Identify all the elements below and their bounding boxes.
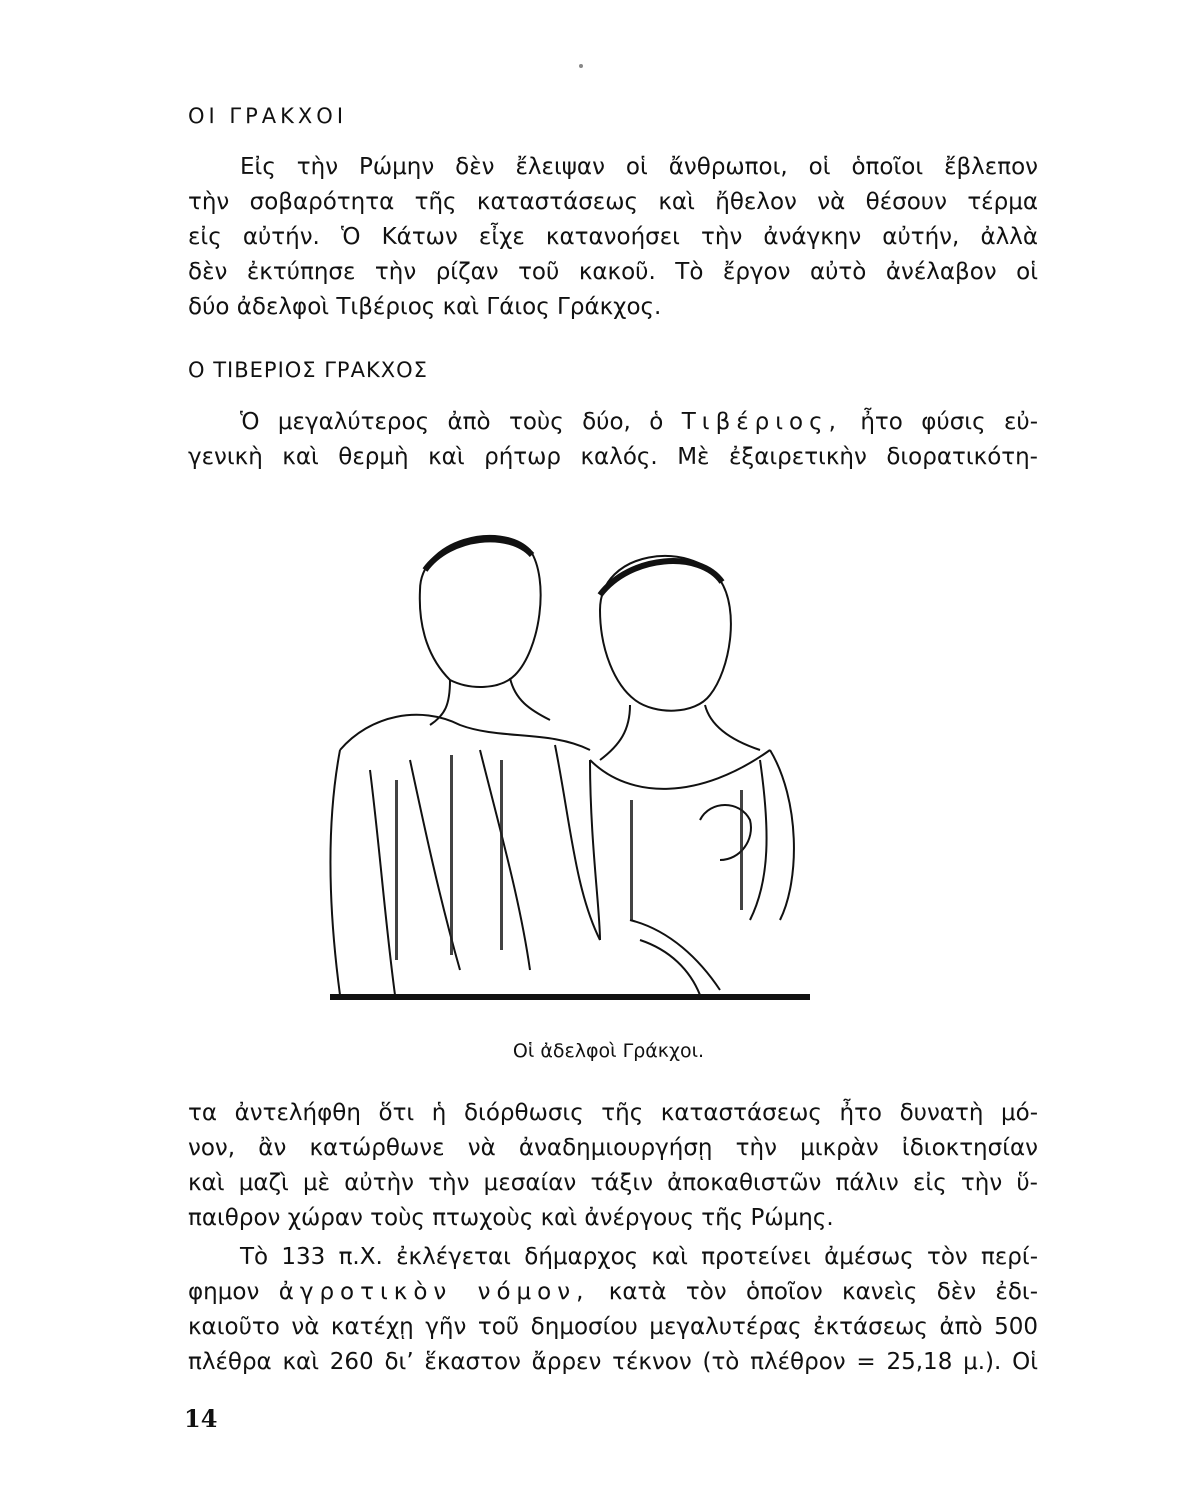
text-line [188,1275,1038,1309]
page-number: 14 [184,1404,218,1433]
section-heading-tiberius: Ο ΤΙΒΕΡΙΟΣ ΓΡΑΚΧΟΣ [188,358,428,382]
text-line: Εἰς τὴν Ρώμην δὲν ἔλειψαν οἱ ἄνθρωποι, οἱ ὁποῖοι ἔβλεπον [240,154,1038,180]
text-line: δύο ἀδελφοὶ Τιβέριος καὶ Γάιος Γράκχος. [188,294,662,320]
text-fragment: κατὰ τὸν ὁποῖον κανεὶς δὲν ἐδι- [608,1279,1038,1305]
text-line: γενικὴ καὶ θερμὴ καὶ ρήτωρ καλός. Μὲ ἐξαιρετικὴν διορατικότη- [188,444,1038,470]
text-line [188,405,1038,439]
illustration-base-rule [330,994,810,1000]
emphasized-name: Τιβέριος, [681,409,842,435]
emphasized-term: ἀγροτικὸν νόμον, [278,1279,590,1305]
text-line: τα ἀντελήφθη ὅτι ἡ διόρθωσις τῆς καταστάσεως ἦτο δυνατὴ μό- [188,1100,1038,1126]
text-line: καὶ μαζὶ μὲ αὐτὴν τὴν μεσαίαν τάξιν ἀποκαθιστῶν πάλιν εἰς τὴν ὕ- [188,1170,1038,1196]
text-line: καιοῦτο νὰ κατέχῃ γῆν τοῦ δημοσίου μεγαλυτέρας ἐκτάσεως ἀπὸ 500 [188,1314,1038,1340]
text-line: εἰς αὐτήν. Ὁ Κάτων εἶχε κατανοήσει τὴν ἀνάγκην αὐτήν, ἀλλὰ [188,224,1038,250]
text-fragment: φημον [188,1279,260,1305]
print-speck [579,64,583,68]
text-fragment: Ὁ μεγαλύτερος ἀπὸ τοὺς δύο, ὁ [240,409,664,435]
text-fragment: ἦτο φύσις εὐ- [860,409,1039,435]
text-line: νον, ἂν κατώρθωνε νὰ ἀναδημιουργήσῃ τὴν μικρὰν ἰδιοκτησίαν [188,1135,1038,1161]
figure-caption: Οἱ ἀδελφοὶ Γράκχοι. [512,1040,705,1062]
gracchi-bust-illustration [300,500,840,1010]
text-line: πλέθρα καὶ 260 δι’ ἕκαστον ἄρρεν τέκνον (τὸ πλέθρον = 25,18 μ.). Οἱ [188,1349,1038,1375]
text-line: δὲν ἐκτύπησε τὴν ρίζαν τοῦ κακοῦ. Τὸ ἔργον αὐτὸ ἀνέλαβον οἱ [188,259,1038,285]
text-line: παιθρον χώραν τοὺς πτωχοὺς καὶ ἀνέργους τῆς Ρώμης. [188,1205,834,1231]
section-heading-gracchi: ΟΙ ΓΡΑΚΧΟΙ [188,104,348,128]
text-line: τὴν σοβαρότητα τῆς καταστάσεως καὶ ἤθελον νὰ θέσουν τέρμα [188,189,1038,215]
text-line: Τὸ 133 π.Χ. ἐκλέγεται δήμαρχος καὶ προτείνει ἀμέσως τὸν περί- [240,1244,1038,1270]
